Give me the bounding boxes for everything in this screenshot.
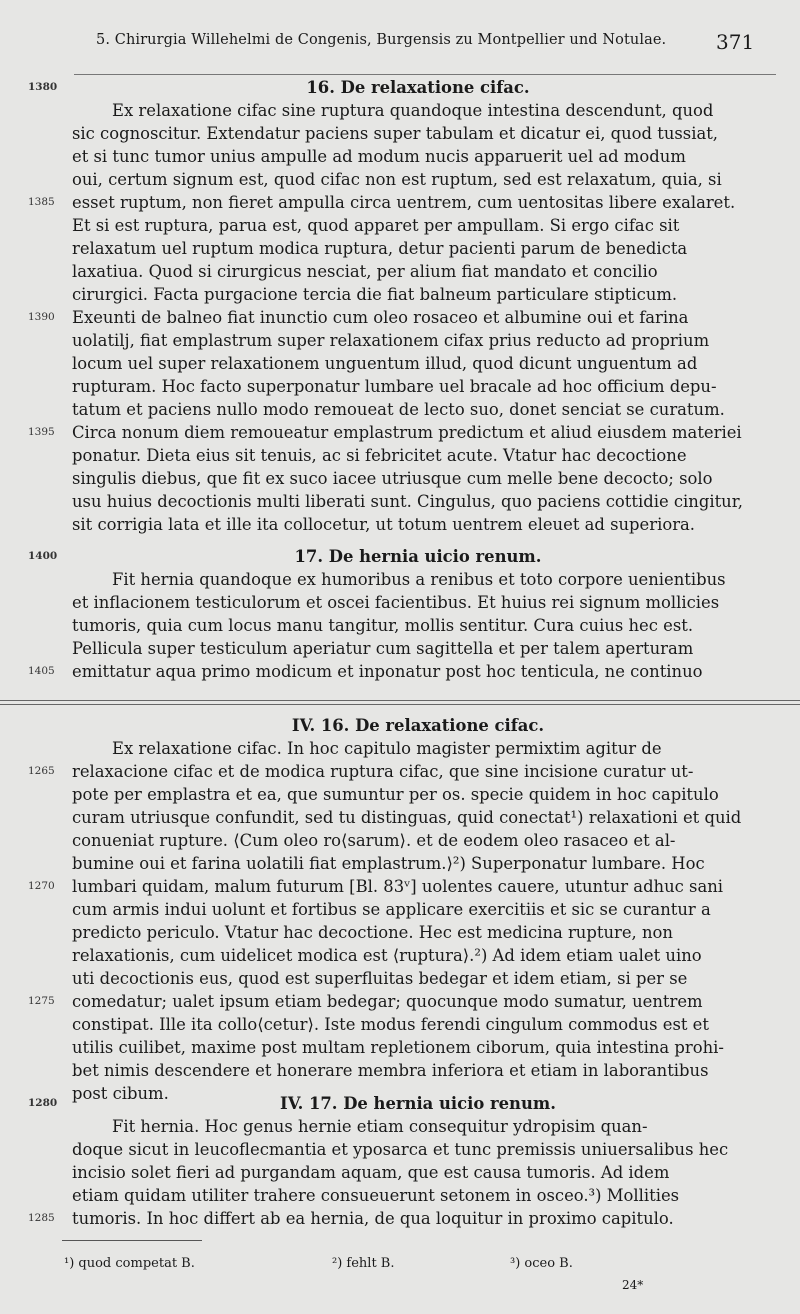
section-title [0, 714, 800, 737]
line-text: et inflacionem testiculorum et oscei facientibus. Et huius rei signum mollicies [72, 593, 720, 612]
text-line [0, 614, 800, 637]
line-text: predicto periculo. Vtatur hac decoctione. Hec est medicina rupture, non [72, 923, 673, 942]
text-line [0, 375, 800, 398]
line-text: relaxacione cifac et de modica ruptura cifac, que sine incisione curatur ut- [72, 762, 694, 781]
line-number: 1280 [28, 1097, 58, 1109]
line-text: rupturam. Hoc facto superponatur lumbare uel bracale ad hoc officium depu- [72, 377, 717, 396]
footnote-rule [62, 1240, 202, 1241]
text-line [0, 421, 800, 444]
text-line [0, 1115, 800, 1138]
separator-line [0, 704, 800, 705]
section-title-text: IV. 16. De relaxatione cifac. [291, 716, 545, 735]
line-number: 1400 [28, 550, 58, 562]
line-text: cirurgici. Facta purgacione tercia die fiat balneum particulare stipticum. [72, 285, 678, 304]
text-line [0, 352, 800, 375]
line-text: conueniat rupture. ⟨Cum oleo ro⟨sarum⟩. et de eodem oleo rasaceo et al- [72, 831, 676, 850]
running-head: 5. Chirurgia Willehelmi de Congenis, Burgensis zu Montpellier und Notulae. [96, 32, 667, 48]
line-text: sic cognoscitur. Extendatur paciens super tabulam et dicatur ei, quod tussiat, [72, 124, 719, 143]
line-number: 1380 [28, 81, 58, 93]
line-text: relaxationis, cum uidelicet modica est ⟨ruptura⟩.²) Ad idem etiam ualet uino [72, 946, 702, 965]
line-text: uolatilj, fiat emplastrum super relaxationem cifax prius reducto ad proprium [72, 331, 710, 350]
text-line [0, 99, 800, 122]
footnotes [0, 1228, 800, 1308]
line-text: usu huius decoctionis multi liberati sunt. Cingulus, quo paciens cottidie cingitur, [72, 492, 743, 511]
text-line [0, 898, 800, 921]
section-separator [0, 700, 800, 708]
text-line [0, 490, 800, 513]
text-line [0, 783, 800, 806]
section-title [0, 1092, 800, 1115]
text-line [0, 122, 800, 145]
line-text: lumbari quidam, malum futurum [Bl. 83ᵛ] uolentes cauere, utuntur adhuc sani [72, 877, 724, 896]
text-line [0, 467, 800, 490]
line-text: esset ruptum, non fieret ampulla circa uentrem, cum uentositas libere exalaret. [72, 193, 736, 212]
text-line [0, 260, 800, 283]
page-header [0, 20, 800, 60]
line-text: Circa nonum diem remoueatur emplastrum predictum et aliud eiusdem materiei [72, 423, 742, 442]
line-number: 1275 [28, 995, 55, 1007]
text-line [0, 145, 800, 168]
text-lines [0, 737, 800, 1105]
text-line [0, 1207, 800, 1230]
text-line [0, 944, 800, 967]
line-text: sit corrigia lata et ille ita collocetur, ut totum uentrem eleuet ad superiora. [72, 515, 696, 534]
line-text: Ex relaxatione cifac sine ruptura quandoque intestina descendunt, quod [112, 101, 714, 120]
text-lines [0, 1115, 800, 1230]
text-line [0, 1161, 800, 1184]
line-text: Fit hernia quandoque ex humoribus a renibus et toto corpore uenientibus [112, 570, 726, 589]
line-number: 1395 [28, 426, 55, 438]
text-line [0, 990, 800, 1013]
section-title [0, 545, 800, 568]
text-line [0, 329, 800, 352]
text-line [0, 852, 800, 875]
line-text: constipat. Ille ita collo⟨cetur⟩. Iste modus ferendi cingulum commodus est et [72, 1015, 709, 1034]
text-line [0, 168, 800, 191]
line-text: cum armis indui uolunt et fortibus se applicare exercitiis et sic se curantur a [72, 900, 711, 919]
line-text: emittatur aqua primo modicum et inponatur post hoc tenticula, ne continuo [72, 662, 703, 681]
text-line [0, 1059, 800, 1082]
line-text: tumoris. In hoc differt ab ea hernia, de qua loquitur in proximo capitulo. [72, 1209, 674, 1228]
line-text: curam utriusque confundit, sed tu distinguas, quid conectat¹) relaxationi et quid [72, 808, 742, 827]
line-text: ponatur. Dieta eius sit tenuis, ac si febricitet acute. Vtatur hac decoctione [72, 446, 687, 465]
text-line [0, 214, 800, 237]
line-text: bumine oui et farina uolatili fiat emplastrum.⟩²) Superponatur lumbare. Hoc [72, 854, 705, 873]
text-line [0, 829, 800, 852]
line-text: relaxatum uel ruptum modica ruptura, detur pacienti parum de benedicta [72, 239, 688, 258]
line-text: tumoris, quia cum locus manu tangitur, mollis sentitur. Cura cuius hec est. [72, 616, 694, 635]
text-line [0, 875, 800, 898]
text-line [0, 1036, 800, 1059]
line-text: Exeunti de balneo fiat inunctio cum oleo rosaceo et albumine oui et farina [72, 308, 689, 327]
line-text: comedatur; ualet ipsum etiam bedegar; quocunque modo sumatur, uentrem [72, 992, 703, 1011]
text-line [0, 760, 800, 783]
text-line [0, 568, 800, 591]
line-text: Fit hernia. Hoc genus hernie etiam consequitur ydropisim quan- [112, 1117, 648, 1136]
text-line [0, 398, 800, 421]
line-text: etiam quidam utiliter trahere consueuerunt setonem in osceo.³) Mollities [72, 1186, 680, 1205]
text-line [0, 283, 800, 306]
section-title-text: IV. 17. De hernia uicio renum. [280, 1094, 556, 1113]
section-title-text: 16. De relaxatione cifac. [306, 78, 530, 97]
line-number: 1385 [28, 196, 55, 208]
text-line [0, 1138, 800, 1161]
text-line [0, 1013, 800, 1036]
line-text: Ex relaxatione cifac. In hoc capitulo magister permixtim agitur de [112, 739, 662, 758]
text-line [0, 306, 800, 329]
text-line [0, 1184, 800, 1207]
section-title [0, 76, 800, 99]
header-rule [74, 74, 776, 75]
text-line [0, 660, 800, 683]
text-line [0, 637, 800, 660]
text-line [0, 921, 800, 944]
text-line [0, 513, 800, 536]
line-text: Pellicula super testiculum aperiatur cum sagittella et per talem aperturam [72, 639, 694, 658]
section-title-text: 17. De hernia uicio renum. [294, 547, 542, 566]
text-line [0, 806, 800, 829]
text-line [0, 237, 800, 260]
line-text: post cibum. [72, 1084, 169, 1103]
line-text: pote per emplastra et ea, que sumuntur per os. specie quidem in hoc capitulo [72, 785, 719, 804]
line-text: tatum et paciens nullo modo remoueat de lecto suo, donet senciat se curatum. [72, 400, 725, 419]
line-number: 1265 [28, 765, 55, 777]
notes-section-relaxatione-cifac [0, 714, 800, 1105]
separator-line [0, 700, 800, 701]
text-line [0, 737, 800, 760]
line-number: 1270 [28, 880, 55, 892]
footnote-2: ²) fehlt B. [332, 1256, 395, 1271]
line-number: 1285 [28, 1212, 55, 1224]
text-line [0, 591, 800, 614]
line-text: singulis diebus, que fit ex suco iacee utriusque cum melle bene decocto; solo [72, 469, 713, 488]
line-text: Et si est ruptura, parua est, quod apparet per ampullam. Si ergo cifac sit [72, 216, 680, 235]
line-text: laxatiua. Quod si cirurgicus nesciat, per alium fiat mandato et concilio [72, 262, 658, 281]
text-lines [0, 568, 800, 683]
text-lines [0, 99, 800, 536]
page-number: 371 [716, 30, 755, 54]
footnote-3: ³) oceo B. [510, 1256, 573, 1271]
line-number: 1390 [28, 311, 55, 323]
line-text: utilis cuilibet, maxime post multam repletionem ciborum, quia intestina prohi- [72, 1038, 724, 1057]
line-text: oui, certum signum est, quod cifac non est ruptum, sed est relaxatum, quia, si [72, 170, 722, 189]
line-text: doque sicut in leucoflecmantia et yposarca et tunc premissis uniuersalibus hec [72, 1140, 729, 1159]
text-line [0, 444, 800, 467]
footnote-1: ¹) quod competat B. [64, 1256, 195, 1271]
signature-mark: 24* [622, 1278, 644, 1292]
line-text: et si tunc tumor unius ampulle ad modum nucis apparuerit uel ad modum [72, 147, 686, 166]
line-text: incisio solet fieri ad purgandam aquam, que est causa tumoris. Ad idem [72, 1163, 670, 1182]
line-text: uti decoctionis eus, quod est superfluitas bedegar et idem etiam, si per se [72, 969, 688, 988]
line-number: 1405 [28, 665, 55, 677]
section-hernia-uicio-renum [0, 545, 800, 683]
notes-section-hernia-uicio-renum [0, 1092, 800, 1230]
line-text: bet nimis descendere et honerare membra inferiora et etiam in laborantibus [72, 1061, 709, 1080]
line-text: locum uel super relaxationem unguentum illud, quod dicunt unguentum ad [72, 354, 698, 373]
section-relaxatione-cifac [0, 76, 800, 536]
text-line [0, 967, 800, 990]
text-line [0, 191, 800, 214]
